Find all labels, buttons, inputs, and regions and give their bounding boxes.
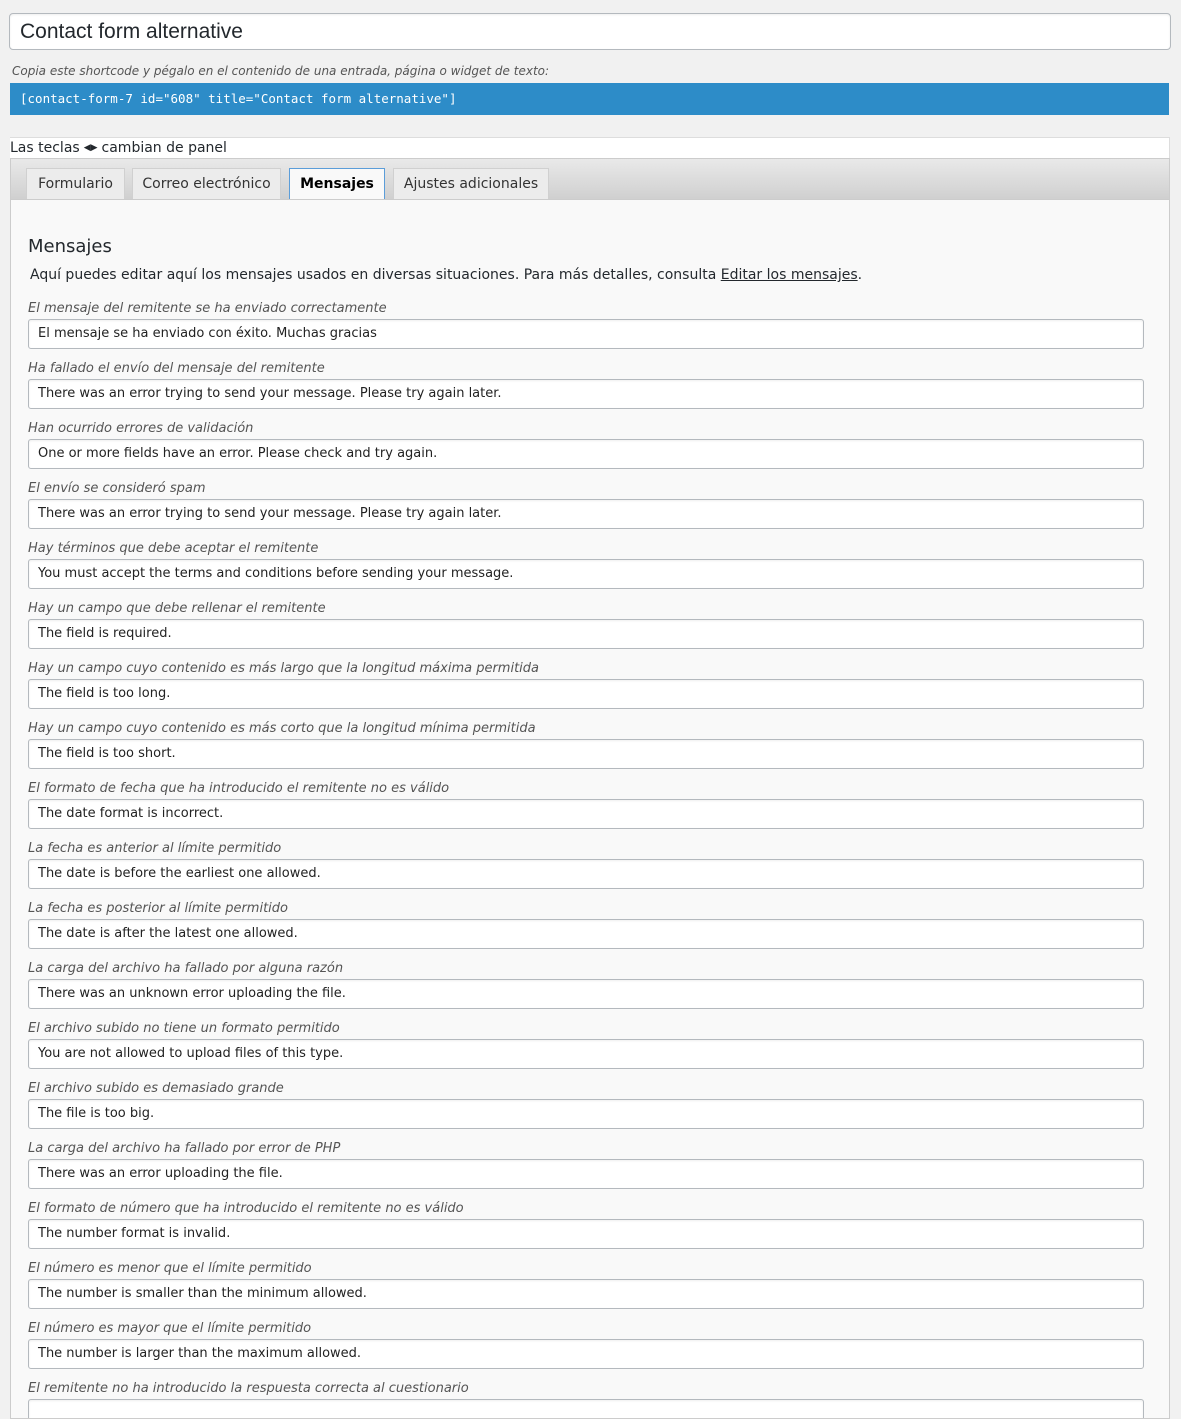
message-input[interactable]: The date is after the latest one allowed. bbox=[28, 919, 1144, 949]
message-label: El remitente no ha introducido la respuesta correcta al cuestionario bbox=[28, 1381, 469, 1396]
message-label: Hay términos que debe aceptar el remitente bbox=[28, 541, 319, 556]
message-input[interactable]: The number format is invalid. bbox=[28, 1219, 1144, 1249]
edit-messages-link[interactable]: Editar los mensajes bbox=[720, 267, 858, 283]
message-label: La fecha es anterior al límite permitido bbox=[28, 841, 282, 856]
shortcode-field[interactable]: [contact-form-7 id="608" title="Contact form alternative"] bbox=[10, 83, 1169, 115]
message-label: La carga del archivo ha fallado por alguna razón bbox=[28, 961, 344, 976]
message-item bbox=[28, 301, 1144, 361]
tab-correo-electronico[interactable]: Correo electrónico bbox=[132, 168, 281, 200]
panel-description-text: Aquí puedes editar aquí los mensajes usados en diversas situaciones. Para más detalles, consulta bbox=[30, 267, 721, 283]
message-item bbox=[28, 361, 1144, 421]
message-label: El número es mayor que el límite permitido bbox=[28, 1321, 312, 1336]
message-input[interactable]: There was an error trying to send your message. Please try again later. bbox=[28, 379, 1144, 409]
message-input[interactable]: The field is too long. bbox=[28, 679, 1144, 709]
message-item bbox=[28, 481, 1144, 541]
message-label: Hay un campo cuyo contenido es más largo que la longitud máxima permitida bbox=[28, 661, 539, 676]
message-item bbox=[28, 781, 1144, 841]
message-label: El número es menor que el límite permitido bbox=[28, 1261, 312, 1276]
message-input[interactable]: You must accept the terms and conditions before sending your message. bbox=[28, 559, 1144, 589]
tab-bar bbox=[10, 158, 1170, 200]
message-item bbox=[28, 1261, 1144, 1321]
message-input[interactable]: There was an error uploading the file. bbox=[28, 1159, 1144, 1189]
message-input[interactable]: El mensaje se ha enviado con éxito. Muchas gracias bbox=[28, 319, 1144, 349]
message-item bbox=[28, 961, 1144, 1021]
tab-ajustes-adicionales[interactable]: Ajustes adicionales bbox=[393, 168, 549, 200]
message-input[interactable]: The number is smaller than the minimum allowed. bbox=[28, 1279, 1144, 1309]
message-label: El archivo subido no tiene un formato permitido bbox=[28, 1021, 340, 1036]
message-input[interactable]: The date is before the earliest one allowed. bbox=[28, 859, 1144, 889]
message-input[interactable]: You are not allowed to upload files of this type. bbox=[28, 1039, 1144, 1069]
message-item bbox=[28, 601, 1144, 661]
message-label: Han ocurrido errores de validación bbox=[28, 421, 254, 436]
tab-mensajes[interactable]: Mensajes bbox=[289, 168, 385, 200]
message-item bbox=[28, 1021, 1144, 1081]
keyboard-hint-before: Las teclas bbox=[10, 140, 80, 156]
message-input[interactable]: There was an error trying to send your message. Please try again later. bbox=[28, 499, 1144, 529]
message-input[interactable]: The file is too big. bbox=[28, 1099, 1144, 1129]
message-input[interactable] bbox=[28, 1399, 1144, 1419]
tab-formulario[interactable]: Formulario bbox=[26, 168, 125, 200]
message-input[interactable]: The number is larger than the maximum allowed. bbox=[28, 1339, 1144, 1369]
message-label: El mensaje del remitente se ha enviado correctamente bbox=[28, 301, 387, 316]
message-item bbox=[28, 841, 1144, 901]
message-input[interactable]: The field is too short. bbox=[28, 739, 1144, 769]
message-item bbox=[28, 1081, 1144, 1141]
message-input[interactable]: The date format is incorrect. bbox=[28, 799, 1144, 829]
message-label: Hay un campo que debe rellenar el remitente bbox=[28, 601, 326, 616]
keyboard-hint bbox=[10, 137, 1170, 158]
message-label: La fecha es posterior al límite permitido bbox=[28, 901, 288, 916]
message-item bbox=[28, 1141, 1144, 1201]
message-item bbox=[28, 1381, 1144, 1419]
message-input[interactable]: One or more fields have an error. Please check and try again. bbox=[28, 439, 1144, 469]
message-item bbox=[28, 661, 1144, 721]
message-label: Hay un campo cuyo contenido es más corto que la longitud mínima permitida bbox=[28, 721, 536, 736]
message-item bbox=[28, 1201, 1144, 1261]
message-label: La carga del archivo ha fallado por error de PHP bbox=[28, 1141, 341, 1156]
message-input[interactable]: The field is required. bbox=[28, 619, 1144, 649]
panel-description bbox=[30, 267, 862, 283]
message-item bbox=[28, 721, 1144, 781]
message-label: El formato de fecha que ha introducido el remitente no es válido bbox=[28, 781, 450, 796]
shortcode-hint: Copia este shortcode y pégalo en el contenido de una entrada, página o widget de texto: bbox=[12, 64, 550, 78]
message-item bbox=[28, 541, 1144, 601]
message-input[interactable]: There was an unknown error uploading the file. bbox=[28, 979, 1144, 1009]
messages-list bbox=[28, 301, 1144, 1419]
left-right-arrows-icon: ◀▶ bbox=[83, 143, 98, 153]
messages-panel bbox=[10, 199, 1170, 1419]
keyboard-hint-after: cambian de panel bbox=[101, 140, 227, 156]
message-item bbox=[28, 901, 1144, 961]
message-label: El envío se consideró spam bbox=[28, 481, 206, 496]
panel-description-end: . bbox=[857, 267, 863, 283]
message-label: El archivo subido es demasiado grande bbox=[28, 1081, 284, 1096]
message-label: El formato de número que ha introducido el remitente no es válido bbox=[28, 1201, 464, 1216]
message-item bbox=[28, 421, 1144, 481]
message-item bbox=[28, 1321, 1144, 1381]
panel-heading: Mensajes bbox=[28, 236, 112, 257]
form-title-input[interactable]: Contact form alternative bbox=[9, 13, 1171, 50]
message-label: Ha fallado el envío del mensaje del remitente bbox=[28, 361, 325, 376]
